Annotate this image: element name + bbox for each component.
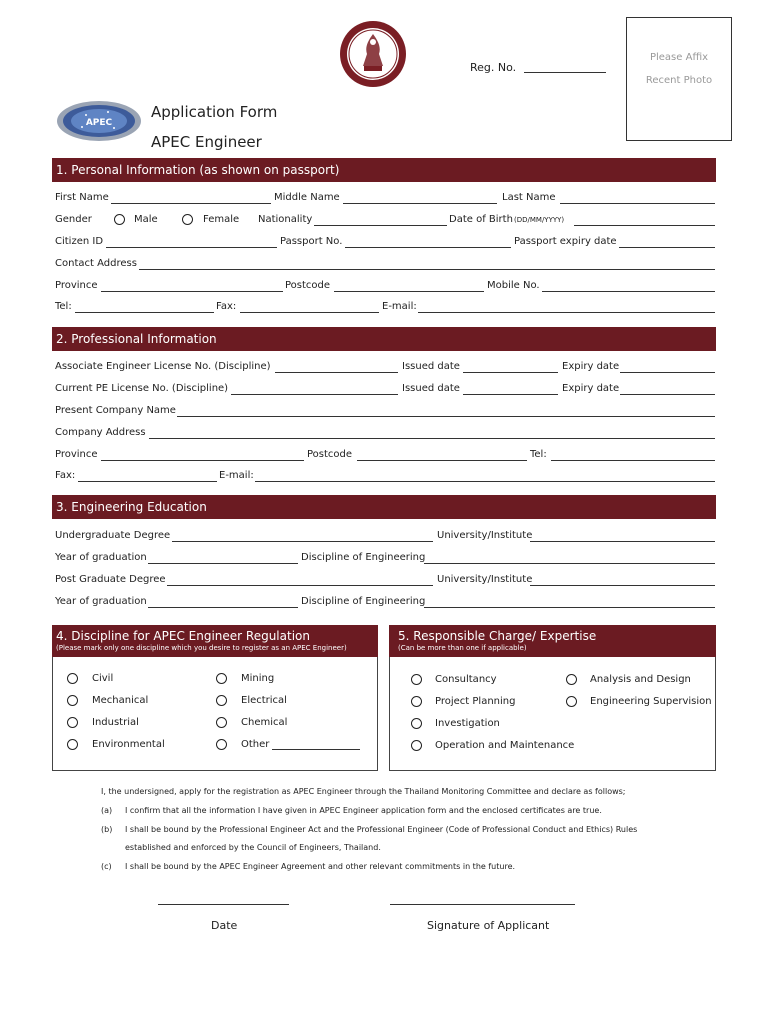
middle-name-label: Middle Name [274,192,340,203]
photo-text-line2: Recent Photo [645,75,713,86]
photo-box[interactable] [626,17,732,141]
discipline-mining-radio[interactable] [216,673,227,684]
mobile-label: Mobile No. [487,280,540,291]
reg-no-field[interactable] [524,72,606,73]
citizen-id-label: Citizen ID [55,236,104,247]
undergrad-field[interactable] [172,541,433,542]
province-label: Province [55,280,98,291]
fax-label: Fax: [216,301,237,312]
discipline-mining-label: Mining [241,673,275,684]
company-address-field[interactable] [149,438,715,439]
declaration-c-mark: (c) [101,862,112,871]
assoc-license-label: Associate Engineer License No. (Discipline) [55,361,271,372]
postgrad-discipline-label: Discipline of Engineering [301,596,426,607]
discipline-environmental-radio[interactable] [67,739,78,750]
postgrad-year-field[interactable] [148,607,298,608]
passport-no-field[interactable] [345,247,511,248]
company-postcode-field[interactable] [357,460,527,461]
email-label: E-mail: [382,301,417,312]
discipline-mechanical-radio[interactable] [67,695,78,706]
declaration-intro: I, the undersigned, apply for the registration as APEC Engineer through the Thailand Monitoring Committee and declare as follows; [101,787,626,796]
middle-name-field[interactable] [343,203,497,204]
passport-expiry-field[interactable] [619,247,715,248]
dob-label: Date of Birth [449,214,513,225]
postgrad-year-label: Year of graduation [55,596,147,607]
postgrad-field[interactable] [167,585,433,586]
undergrad-year-label: Year of graduation [55,552,147,563]
discipline-electrical-radio[interactable] [216,695,227,706]
company-address-label: Company Address [55,427,146,438]
discipline-other-radio[interactable] [216,739,227,750]
signature-field[interactable] [390,904,575,905]
contact-address-field[interactable] [139,269,715,270]
company-province-label: Province [55,449,98,460]
dob-format: (DD/MM/YYYY) [514,216,565,224]
pe-expiry-field[interactable] [620,394,715,395]
postcode-field[interactable] [334,291,484,292]
company-postcode-label: Postcode [307,449,353,460]
pe-issued-field[interactable] [463,394,558,395]
company-email-label: E-mail: [219,470,254,481]
date-label: Date [211,919,238,932]
discipline-industrial-label: Industrial [92,717,139,728]
date-field[interactable] [158,904,289,905]
pe-issued-label: Issued date [402,383,460,394]
expertise-supervision-label: Engineering Supervision [590,696,712,707]
section4-title: 4. Discipline for APEC Engineer Regulation [56,629,310,643]
assoc-license-field[interactable] [275,372,398,373]
expertise-operation-radio[interactable] [411,740,422,751]
undergrad-year-field[interactable] [148,563,298,564]
section1-header: 1. Personal Information (as shown on passport) [52,158,716,182]
gender-female-radio[interactable] [182,214,193,225]
company-province-field[interactable] [101,460,304,461]
section4-subtitle: (Please mark only one discipline which you desire to register as an APEC Engineer) [56,644,347,652]
postcode-label: Postcode [285,280,331,291]
postgrad-label: Post Graduate Degree [55,574,166,585]
undergrad-label: Undergraduate Degree [55,530,171,541]
discipline-mechanical-label: Mechanical [92,695,149,706]
postgrad-university-label: University/Institute [437,574,533,585]
gender-male-radio[interactable] [114,214,125,225]
undergrad-university-label: University/Institute [437,530,533,541]
present-company-field[interactable] [177,416,715,417]
gender-female-label: Female [203,214,240,225]
nationality-label: Nationality [258,214,313,225]
declaration-b-text1: I shall be bound by the Professional Engineer Act and the Professional Engineer (Code of Professional Conduct and Ethics) Rules [125,825,638,834]
pe-expiry-label: Expiry date [562,383,620,394]
undergrad-university-field[interactable] [530,541,715,542]
passport-no-label: Passport No. [280,236,343,247]
province-field[interactable] [101,291,283,292]
discipline-civil-label: Civil [92,673,114,684]
declaration-a-text: I confirm that all the information I have given in APEC Engineer application form and the enclosed certificates are true. [125,806,602,815]
expertise-investigation-radio[interactable] [411,718,422,729]
tel-label: Tel: [55,301,72,312]
postgrad-discipline-field[interactable] [424,607,715,608]
fax-field[interactable] [240,312,379,313]
pe-license-label: Current PE License No. (Discipline) [55,383,229,394]
passport-expiry-label: Passport expiry date [514,236,617,247]
discipline-chemical-label: Chemical [241,717,288,728]
section5-subtitle: (Can be more than one if applicable) [398,644,527,652]
undergrad-discipline-field[interactable] [424,563,715,564]
expertise-supervision-radio[interactable] [566,696,577,707]
expertise-consultancy-radio[interactable] [411,674,422,685]
assoc-issued-label: Issued date [402,361,460,372]
company-tel-field[interactable] [551,460,715,461]
present-company-label: Present Company Name [55,405,176,416]
expertise-consultancy-label: Consultancy [435,674,497,685]
company-fax-label: Fax: [55,470,76,481]
last-name-field[interactable] [560,203,715,204]
pe-license-field[interactable] [231,394,398,395]
council-seal-logo [337,20,409,88]
discipline-environmental-label: Environmental [92,739,165,750]
gender-male-label: Male [134,214,158,225]
section5-title: 5. Responsible Charge/ Expertise [398,629,597,643]
discipline-chemical-radio[interactable] [216,717,227,728]
expertise-planning-radio[interactable] [411,696,422,707]
tel-field[interactable] [75,312,214,313]
signature-label: Signature of Applicant [427,919,550,932]
expertise-planning-label: Project Planning [435,696,516,707]
expertise-analysis-radio[interactable] [566,674,577,685]
section3-header: 3. Engineering Education [52,495,716,519]
form-title: Application Form [151,103,278,121]
section4-header [52,625,378,657]
discipline-other-field[interactable] [272,749,360,750]
discipline-other-label: Other [241,739,270,750]
apec-logo [56,100,142,142]
discipline-industrial-radio[interactable] [67,717,78,728]
expertise-investigation-label: Investigation [435,718,500,729]
assoc-expiry-field[interactable] [620,372,715,373]
declaration-b-mark: (b) [101,825,113,834]
expertise-operation-label: Operation and Maintenance [435,740,575,751]
photo-text-line1: Please Affix [649,52,709,63]
mobile-field[interactable] [542,291,715,292]
assoc-issued-field[interactable] [463,372,558,373]
reg-no-label: Reg. No. [470,61,517,74]
company-tel-label: Tel: [530,449,547,460]
first-name-label: First Name [55,192,109,203]
company-email-field[interactable] [255,481,715,482]
postgrad-university-field[interactable] [530,585,715,586]
last-name-label: Last Name [502,192,556,203]
contact-address-label: Contact Address [55,258,137,269]
declaration-c-text: I shall be bound by the APEC Engineer Agreement and other relevant commitments in the future. [125,862,516,871]
form-subtitle: APEC Engineer [151,133,262,151]
declaration-a-mark: (a) [101,806,113,815]
apec-logo-text: APEC [85,118,113,128]
section5-header [389,625,716,657]
discipline-electrical-label: Electrical [241,695,287,706]
expertise-analysis-label: Analysis and Design [590,674,691,685]
nationality-field[interactable] [314,225,447,226]
dob-field[interactable] [574,225,715,226]
citizen-id-field[interactable] [106,247,277,248]
company-fax-field[interactable] [78,481,217,482]
section2-header: 2. Professional Information [52,327,716,351]
gender-label: Gender [55,214,92,225]
declaration-b-text2: established and enforced by the Council of Engineers, Thailand. [125,843,381,852]
undergrad-discipline-label: Discipline of Engineering [301,552,426,563]
first-name-field[interactable] [111,203,271,204]
email-field[interactable] [418,312,715,313]
discipline-civil-radio[interactable] [67,673,78,684]
assoc-expiry-label: Expiry date [562,361,620,372]
